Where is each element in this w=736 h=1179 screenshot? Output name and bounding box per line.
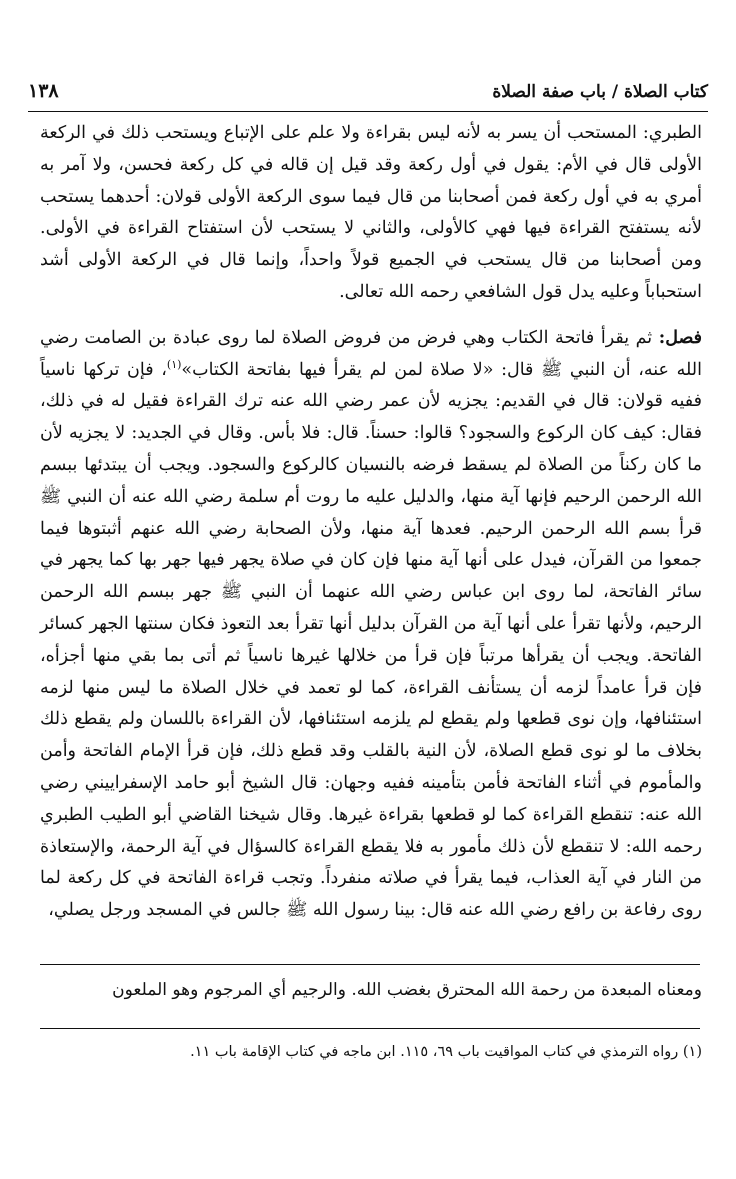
paragraph-tabari	[40, 118, 702, 309]
paragraph-text: الطبري: المستحب أن يسر به لأنه ليس بقراءة ولا علم على الإتباع ويستحب ذلك في الركعة الأولى قال في الأم: يقول في أول ركعة وقد قيل إن قاله في كل ركعة فحسن، ولا آمر به أمري به في أول ركعة فمن أصحابنا من قال فيما سوى الركعة الأولى قولان: أحدهما يستحب لأنه يستفتح القراءة فيها فهي كالأولى، والثاني لا يستحب لأن استفتاح القراءة في الأولى. ومن أصحابنا من قال يستحب في الجميع قولاً واحداً، وإنما قال في الركعة الأولى أشد استحباباً وعليه يدل قول الشافعي رحمه الله تعالى.	[40, 123, 702, 302]
prior-footnote-continuation: ومعناه المبعدة من رحمة الله المحترق بغضب الله. والرجيم أي المرجوم وهو الملعون	[112, 980, 702, 1000]
footnote-reference[interactable]: (١)	[166, 357, 182, 371]
paragraph-text-rest: ، فإن تركها ناسياً ففيه قولان: قال في القديم: يجزيه لأن عمر رضي الله عنه ترك القراءة فقيل له في ذلك، فقال: كيف كان الركوع والسجود؟ قالوا: حسناً. قال: فلا بأس. وقال في الجديد: لا يجزيه لأن ما كان ركناً من الصلاة لم يسقط فرضه بالنسيان كالركوع والسجود. ويجب أن يبتدئها ببسم الله الرحمن الرحيم فإنها آية منها، والدليل عليه ما روت أم سلمة رضي الله عنه أن النبي ﷺ قرأ بسم الله الرحمن الرحيم. فعدها آية منها، ولأن الصحابة رضي الله عنهم أثبتوها فيما جمعوا من القرآن، فيدل على أنها آية منها فإن كان في صلاة يجهر فيها جهر بها كما يجهر في سائر الفاتحة، لما روى ابن عباس رضي الله عنهما أن النبي ﷺ جهر ببسم الله الرحمن الرحيم، ولأنها تقرأ على أنها آية من القرآن بدليل أنها تقرأ بعد التعوذ فكان سنتها الجهر كسائر الفاتحة. ويجب أن يقرأها مرتباً فإن قرأ من خلالها غيرها ناسياً ثم أتى بما بقي منها أجزأه، فإن قرأ عامداً لزمه أن يستأنف القراءة، كما لو تعمد في خلال الصلاة ما ليس منها لزمه استئنافها، وإن نوى قطعها ولم يقطع لم يلزمه استئنافها، لأن القراءة باللسان ولم يقطع ذلك بخلاف ما لو نوى قطع الصلاة، لأن النية بالقلب وقد قطع ذلك، فإن قرأ الإمام الفاتحة وأمن والمأموم في أثناء الفاتحة فأمن بتأمينه ففيه وجهان: قال الشيخ أبو حامد الإسفراييني رضي الله عنه: تنقطع القراءة كما لو قطعها بقراءة غيرها. وقال شيخنا القاضي أبو الطيب الطبري رحمه الله: لا تنقطع لأن ذلك مأمور به فلا يقطع القراءة كالسؤال في آية الرحمة، والإستعاذة من النار في آية العذاب، فيما يقرأ في صلاته منفرداً. وتجب قراءة الفاتحة في كل ركعة لما روى رفاعة بن رافع رضي الله عنه قال: بينا رسول الله ﷺ جالس في المسجد ورجل يصلي،	[40, 359, 702, 921]
section-lead: فصل:	[658, 327, 702, 348]
running-title: كتاب الصلاة / باب صفة الصلاة	[492, 82, 708, 102]
page-header	[28, 78, 708, 108]
continuation-rule	[40, 964, 700, 965]
header-rule	[28, 111, 708, 112]
paragraph-text-start: ثم يقرأ فاتحة الكتاب وهي فرض من فروض الصلاة لما روى عبادة بن الصامت رضي الله عنه، أن النبي ﷺ قال: «لا صلاة لمن لم يقرأ فيها بفاتحة الكتاب»	[40, 327, 702, 380]
footnote: (١) رواه الترمذي في كتاب المواقيت باب ٦٩، ١١٥. ابن ماجه في كتاب الإقامة باب ١١.	[190, 1044, 702, 1060]
footnote-rule	[40, 1028, 700, 1029]
page-number: ١٣٨	[28, 80, 59, 102]
paragraph-fasl	[40, 323, 702, 927]
main-text	[40, 118, 702, 927]
